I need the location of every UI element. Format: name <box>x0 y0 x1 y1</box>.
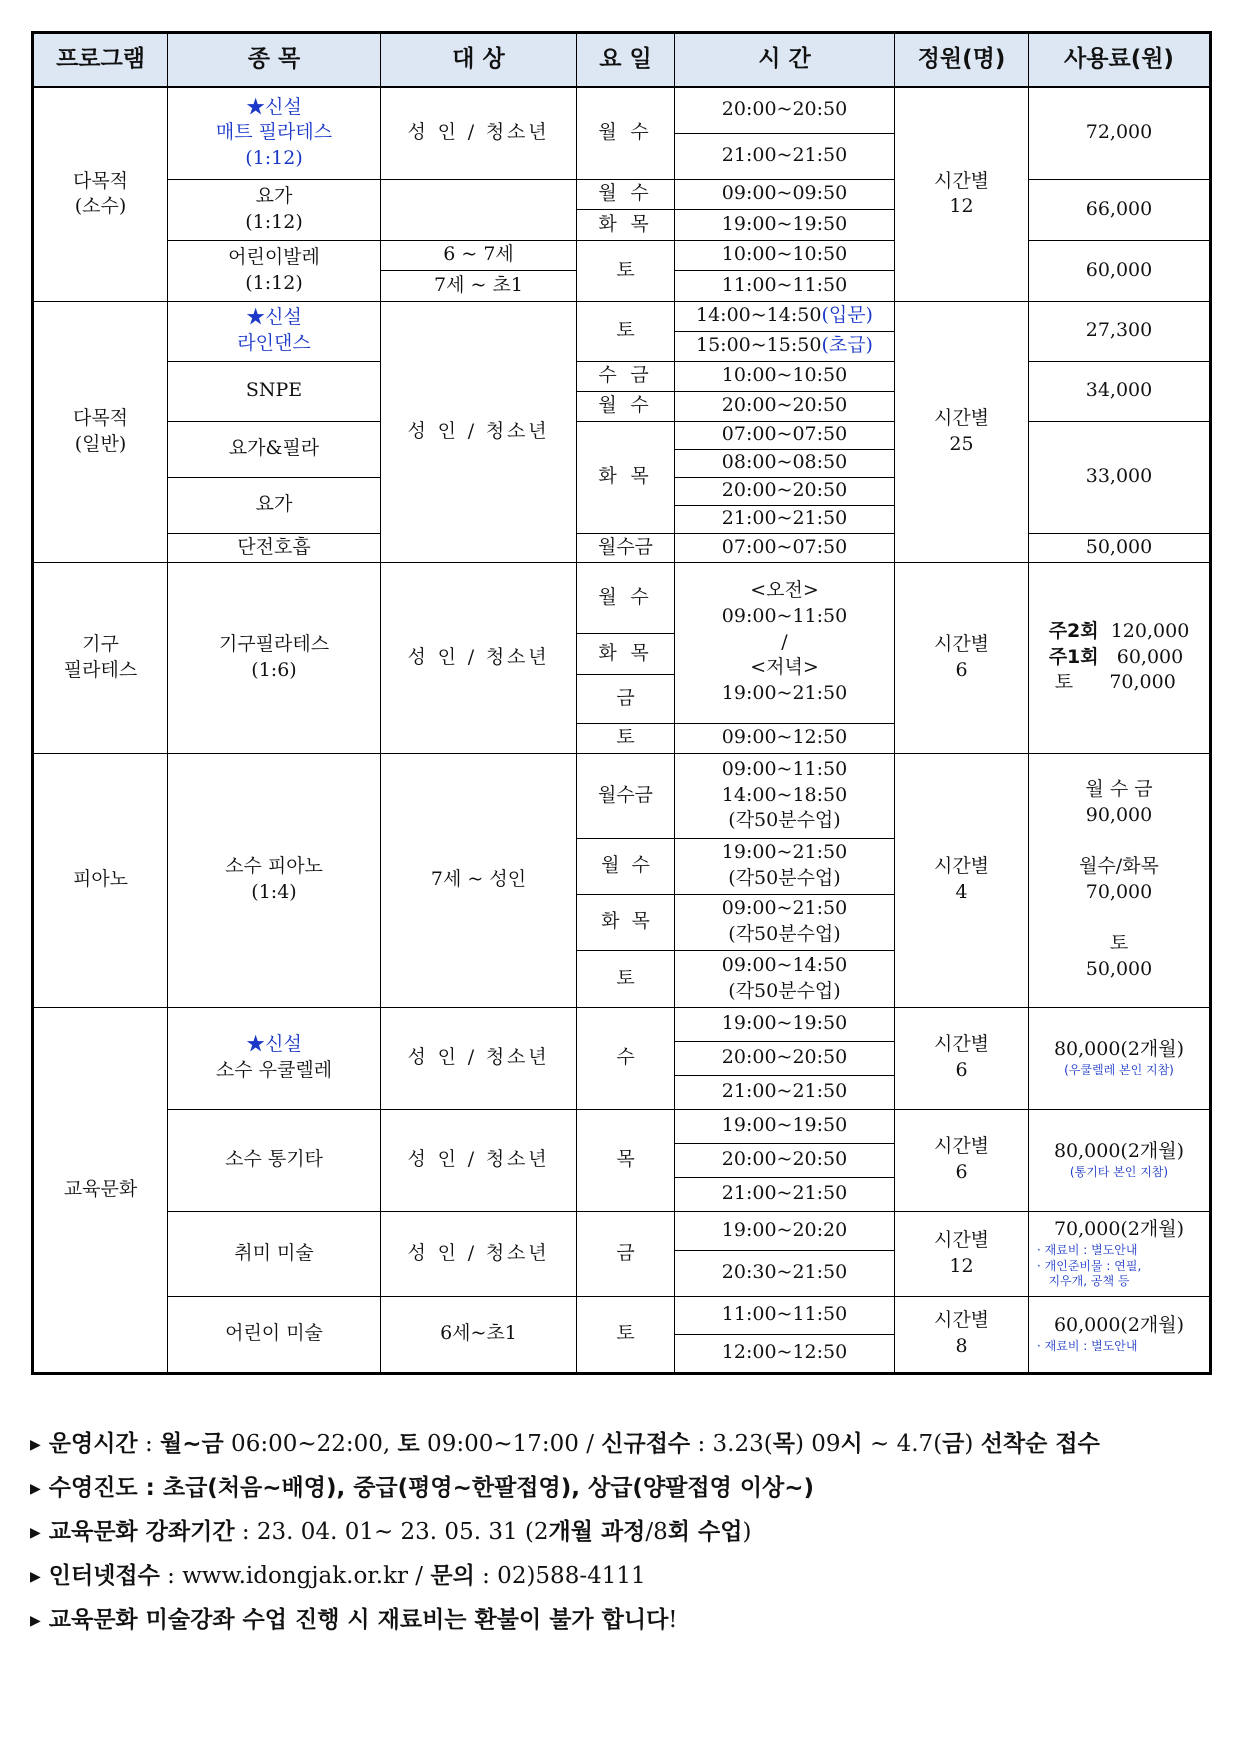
target-cell: 6세~초1 <box>381 1296 577 1373</box>
note-text: : <box>137 1431 161 1457</box>
time-cell: 21:00~21:50 <box>675 1177 895 1211</box>
time-cell: 19:00~19:50 <box>675 1109 895 1143</box>
item-snpe: SNPE <box>168 361 381 421</box>
item-kids-art: 어린이 미술 <box>168 1296 381 1373</box>
note-text: ) 09 <box>794 1431 841 1457</box>
note-internet <box>30 1554 1220 1598</box>
fee-cell <box>1029 1109 1211 1211</box>
item-name: 소수 우쿨렐레 <box>215 1059 333 1081</box>
time-value: 15:00~15:50 <box>696 334 822 357</box>
time-cell: 21:00~21:50 <box>675 133 895 179</box>
fee-cell <box>1029 1296 1211 1373</box>
fee-value: 70,000 <box>1109 671 1176 694</box>
table-row <box>33 753 1211 838</box>
note-text: ) <box>742 1519 752 1545</box>
arrow-right-icon: ▶ <box>30 1525 41 1541</box>
note-bold: 선착순 접수 <box>980 1431 1100 1457</box>
table-row <box>33 87 1211 133</box>
time-value: 14:00~14:50 <box>696 304 822 327</box>
time-cell: 10:00~10:50 <box>675 361 895 391</box>
capacity-cell: 시간별 4 <box>895 753 1029 1007</box>
fee-value: 80,000(2개월) <box>1053 1038 1185 1061</box>
arrow-right-icon: ▶ <box>30 1569 41 1585</box>
time-cell: 19:00~19:50 <box>675 209 895 240</box>
time-cell: 09:00~21:50 (각50분수업) <box>675 894 895 950</box>
table-row <box>33 361 1211 391</box>
time-cell: 21:00~21:50 <box>675 1075 895 1109</box>
note-bold: 개월 과정 <box>548 1519 646 1545</box>
item-name: 라인댄스 <box>237 332 311 354</box>
fee-label: 토 <box>1054 671 1074 694</box>
item-yoga <box>168 179 381 240</box>
note-bold: 토 <box>397 1431 420 1457</box>
fee-label: 주2회 <box>1048 620 1099 643</box>
item-ballet <box>168 240 381 301</box>
item-name: 매트 필라테스 <box>215 121 333 144</box>
fee-cell: 월 수 금 90,000 월수/화목 70,000 토 50,000 <box>1029 753 1211 1007</box>
item-yoga-pilates: 요가&필라 <box>168 421 381 477</box>
fee-note: · 재료비 : 별도안내 <box>1037 1339 1138 1354</box>
header-days: 요 일 <box>577 33 675 88</box>
time-cell: 20:00~20:50 <box>675 87 895 133</box>
fee-value: 80,000(2개월) <box>1053 1140 1185 1163</box>
days-cell: 목 <box>577 1109 675 1211</box>
fee-value: 60,000 <box>1116 645 1184 668</box>
time-cell: 09:00~11:50 14:00~18:50 (각50분수업) <box>675 753 895 838</box>
fee-cell: 72,000 <box>1029 87 1211 179</box>
item-breathing: 단전호흡 <box>168 533 381 562</box>
time-cell: 07:00~07:50 <box>675 421 895 449</box>
note-bold: 회 수업 <box>667 1519 743 1545</box>
note-hours <box>30 1422 1220 1466</box>
target-cell: 성 인 / 청소년 <box>381 301 577 562</box>
time-cell: 20:00~20:50 <box>675 1143 895 1177</box>
level-label: (초급) <box>821 334 873 357</box>
item-name: 어린이발레 <box>228 245 320 268</box>
item-equipment-pilates: 기구필라테스 (1:6) <box>168 562 381 753</box>
time-cell: 08:00~08:50 <box>675 449 895 477</box>
days-cell: 화 목 <box>577 209 675 240</box>
days-cell: 화 목 <box>577 633 675 674</box>
program-education: 교육문화 <box>33 1007 168 1373</box>
note-text: 06:00~22:00, <box>223 1431 398 1457</box>
note-bold: 목 <box>772 1431 795 1457</box>
table-row <box>33 179 1211 209</box>
days-cell: 월수금 <box>577 753 675 838</box>
fee-value: 70,000(2개월) <box>1053 1218 1185 1241</box>
capacity-cell: 시간별 25 <box>895 301 1029 562</box>
header-row <box>33 33 1211 88</box>
time-cell: 12:00~12:50 <box>675 1334 895 1373</box>
days-cell: 월 수 <box>577 391 675 421</box>
note-text: ) <box>964 1431 981 1457</box>
level-label: (입문) <box>821 304 873 327</box>
header-time: 시 간 <box>675 33 895 88</box>
item-ratio: (1:12) <box>245 147 303 170</box>
new-badge: ★신설 <box>246 95 302 118</box>
note-bold: 신규접수 <box>601 1431 691 1457</box>
time-cell: 20:00~20:50 <box>675 391 895 421</box>
header-item: 종 목 <box>168 33 381 88</box>
item-matte-pilates <box>168 87 381 179</box>
note-bold: 시 <box>840 1431 863 1457</box>
capacity-cell: 시간별 6 <box>895 1109 1029 1211</box>
item-piano: 소수 피아노 (1:4) <box>168 753 381 1007</box>
time-cell: 19:00~19:50 <box>675 1007 895 1041</box>
note-period <box>30 1510 1220 1554</box>
table-row <box>33 301 1211 331</box>
fee-note: (통기타 본인 지참) <box>1069 1165 1169 1180</box>
note-bold: 월~금 <box>160 1431 224 1457</box>
days-cell: 금 <box>577 674 675 723</box>
time-cell: 19:00~20:20 <box>675 1211 895 1250</box>
target-cell: 6 ~ 7세 <box>381 240 577 270</box>
target-cell-empty <box>381 179 577 240</box>
time-cell <box>675 301 895 331</box>
capacity-cell: 시간별 12 <box>895 1211 1029 1296</box>
item-name: 요가 <box>255 184 293 207</box>
program-piano: 피아노 <box>33 753 168 1007</box>
days-cell: 수 <box>577 1007 675 1109</box>
item-ratio: (1:12) <box>245 271 303 294</box>
note-text: : 02)588-4111 <box>474 1563 646 1589</box>
target-cell: 성 인 / 청소년 <box>381 1211 577 1296</box>
target-cell: 성 인 / 청소년 <box>381 562 577 753</box>
arrow-right-icon: ▶ <box>30 1481 41 1497</box>
item-yoga: 요가 <box>168 477 381 533</box>
days-cell: 월 수 <box>577 838 675 894</box>
note-text: : 3.23( <box>690 1431 773 1457</box>
days-cell: 월 수 <box>577 179 675 209</box>
time-cell <box>675 331 895 361</box>
program-small: 다목적 (소수) <box>33 87 168 301</box>
note-text: ~ 4.7( <box>862 1431 943 1457</box>
table-row <box>33 1109 1211 1143</box>
table-row <box>33 1211 1211 1250</box>
fee-line <box>1049 619 1190 645</box>
table-row <box>33 533 1211 562</box>
capacity-cell: 시간별 12 <box>895 87 1029 301</box>
item-guitar: 소수 통기타 <box>168 1109 381 1211</box>
fee-list <box>1049 619 1190 696</box>
fee-cell: 50,000 <box>1029 533 1211 562</box>
days-cell: 토 <box>577 723 675 753</box>
fee-cell <box>1029 1007 1211 1109</box>
note-refund <box>30 1598 1220 1642</box>
days-cell: 토 <box>577 950 675 1007</box>
days-cell: 화 목 <box>577 894 675 950</box>
time-cell: 10:00~10:50 <box>675 240 895 270</box>
note-text: /8 <box>645 1519 668 1545</box>
fee-cell <box>1029 1211 1211 1296</box>
new-badge: ★신설 <box>246 306 302 329</box>
time-cell: 19:00~21:50 (각50분수업) <box>675 838 895 894</box>
header-fee: 사용료(원) <box>1029 33 1211 88</box>
note-bold: 교육문화 미술강좌 수업 진행 시 재료비는 환불이 불가 합니다 <box>48 1607 669 1633</box>
program-equipment: 기구 필라테스 <box>33 562 168 753</box>
time-cell: 09:00~14:50 (각50분수업) <box>675 950 895 1007</box>
fee-cell: 33,000 <box>1029 421 1211 533</box>
fee-cell: 27,300 <box>1029 301 1211 361</box>
time-cell: 20:30~21:50 <box>675 1250 895 1296</box>
note-swim-levels <box>30 1466 1220 1510</box>
note-bold: 수영진도 : 초급(처음~배영), 중급(평영~한팔접영), 상급(양팔접영 이상~) <box>48 1475 815 1501</box>
time-cell: 11:00~11:50 <box>675 270 895 301</box>
table-row <box>33 240 1211 270</box>
time-cell: 11:00~11:50 <box>675 1296 895 1334</box>
capacity-cell: 시간별 6 <box>895 562 1029 753</box>
program-general: 다목적 (일반) <box>33 301 168 562</box>
days-cell: 월수금 <box>577 533 675 562</box>
fee-cell: 66,000 <box>1029 179 1211 240</box>
time-cell: 09:00~12:50 <box>675 723 895 753</box>
target-cell: 7세 ~ 초1 <box>381 270 577 301</box>
note-bold: 문의 <box>430 1563 475 1589</box>
days-cell: 화 목 <box>577 421 675 533</box>
item-hobby-art: 취미 미술 <box>168 1211 381 1296</box>
fee-label: 주1회 <box>1048 645 1099 668</box>
time-cell: 09:00~09:50 <box>675 179 895 209</box>
table-row <box>33 1296 1211 1334</box>
days-cell: 토 <box>577 1296 675 1373</box>
fee-line <box>1049 670 1190 696</box>
fee-value: 120,000 <box>1110 620 1190 643</box>
time-cell: <오전> 09:00~11:50 / <저녁> 19:00~21:50 <box>675 562 895 723</box>
arrow-right-icon: ▶ <box>30 1613 41 1629</box>
target-cell: 성 인 / 청소년 <box>381 1109 577 1211</box>
note-label: 교육문화 강좌기간 <box>48 1519 235 1545</box>
item-ukulele <box>168 1007 381 1109</box>
time-cell: 20:00~20:50 <box>675 477 895 505</box>
target-cell: 성 인 / 청소년 <box>381 1007 577 1109</box>
time-cell: 07:00~07:50 <box>675 533 895 562</box>
days-cell: 토 <box>577 301 675 361</box>
time-cell: 20:00~20:50 <box>675 1041 895 1075</box>
note-label: 운영시간 <box>48 1431 138 1457</box>
header-target: 대 상 <box>381 33 577 88</box>
table-row <box>33 421 1211 449</box>
note-label: 인터넷접수 <box>48 1563 160 1589</box>
fee-cell: 60,000 <box>1029 240 1211 301</box>
notes-list <box>30 1422 1220 1642</box>
days-cell: 토 <box>577 240 675 301</box>
fee-note: · 재료비 : 별도안내 · 개인준비물 : 연필, 지우개, 공책 등 <box>1037 1242 1142 1289</box>
header-capacity: 정원(명) <box>895 33 1029 88</box>
days-cell: 수 금 <box>577 361 675 391</box>
days-cell: 월 수 <box>577 562 675 633</box>
target-cell: 7세 ~ 성인 <box>381 753 577 1007</box>
header-program: 프로그램 <box>33 33 168 88</box>
target-cell: 성 인 / 청소년 <box>381 87 577 179</box>
days-cell: 월 수 <box>577 87 675 179</box>
days-cell: 금 <box>577 1211 675 1296</box>
fee-cell: 34,000 <box>1029 361 1211 421</box>
schedule-table <box>31 31 1212 1375</box>
capacity-cell: 시간별 8 <box>895 1296 1029 1373</box>
fee-line <box>1049 645 1190 671</box>
capacity-cell: 시간별 6 <box>895 1007 1029 1109</box>
fee-value: 60,000(2개월) <box>1053 1314 1185 1337</box>
fee-cell <box>1029 562 1211 753</box>
note-text: ! <box>668 1607 678 1633</box>
item-ratio: (1:12) <box>245 210 303 233</box>
table-row <box>33 1007 1211 1041</box>
new-badge: ★신설 <box>246 1033 302 1056</box>
fee-note: (우쿨렐레 본인 지참) <box>1064 1063 1174 1078</box>
arrow-right-icon: ▶ <box>30 1437 41 1453</box>
note-text: 09:00~17:00 / <box>419 1431 602 1457</box>
time-cell: 21:00~21:50 <box>675 505 895 533</box>
note-bold: 금 <box>942 1431 965 1457</box>
note-text: : 23. 04. 01~ 23. 05. 31 (2 <box>234 1519 549 1545</box>
note-text: : www.idongjak.or.kr / <box>159 1563 431 1589</box>
table-row <box>33 562 1211 633</box>
item-line-dance <box>168 301 381 361</box>
